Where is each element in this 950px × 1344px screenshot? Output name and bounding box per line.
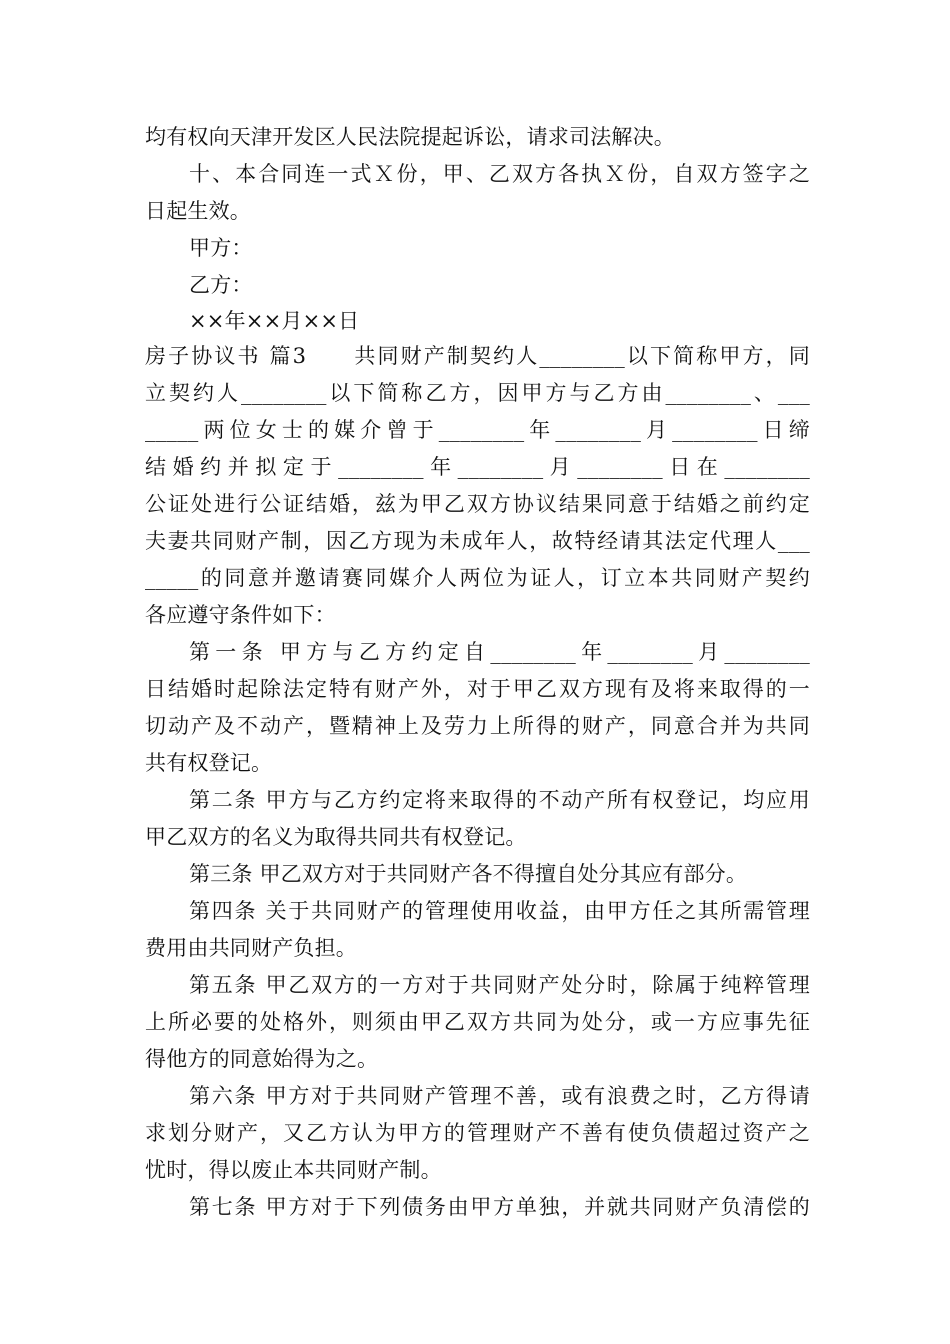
text-line: 各应遵守条件如下： [145,603,336,627]
text-line: 立契约人________以下简称乙方，因甲方与乙方由________、___ [145,381,810,405]
text-line: _____的同意并邀请赛同媒介人两位为证人，订立本共同财产契约 [145,566,810,590]
article-line: 第二条 甲方与乙方约定将来取得的不动产所有权登记，均应用 [189,788,810,812]
date-line: ××年××月××日 [189,309,360,333]
text-line: 夫妻共同财产制，因乙方现为未成年人，故特经请其法定代理人___ [145,529,810,553]
text-line: 结婚约并拟定于________年________月________日在________ [145,455,810,479]
section-heading-line: 房子协议书 篇3 共同财产制契约人________以下简称甲方，同 [145,344,810,368]
text-line: 共有权登记。 [145,751,273,775]
text-line: 切动产及不动产，暨精神上及劳力上所得的财产，同意合并为共同 [145,714,810,738]
article-line: 第四条 关于共同财产的管理使用收益，由甲方任之其所需管理 [189,899,810,923]
text-line: 得他方的同意始得为之。 [145,1047,379,1071]
text-line: 日起生效。 [145,199,251,223]
article-line: 第三条 甲乙双方对于共同财产各不得擅自处分其应有部分。 [189,862,748,886]
text-line: 日结婚时起除法定特有财产外，对于甲乙双方现有及将来取得的一 [145,677,810,701]
text-line: 乙方： [189,273,253,297]
text-line: 均有权向天津开发区人民法院提起诉讼，请求司法解决。 [145,125,675,149]
text-line: 甲乙双方的名义为取得共同共有权登记。 [145,825,527,849]
text-line: 忧时，得以废止本共同财产制。 [145,1158,442,1182]
text-line: 求划分财产，又乙方认为甲方的管理财产不善有使负债超过资产之 [145,1121,810,1145]
text-line: 十、本合同连一式Ｘ份，甲、乙双方各执Ｘ份，自双方签字之 [189,162,810,186]
text-line: 公证处进行公证结婚，兹为甲乙双方协议结果同意于结婚之前约定 [145,492,810,516]
article-line: 第五条 甲乙双方的一方对于共同财产处分时，除属于纯粹管理 [189,973,810,997]
text-line: _____两位女士的媒介曾于________年________月________日缔 [145,418,810,442]
article-line: 第七条 甲方对于下列债务由甲方单独，并就共同财产负清偿的 [189,1195,810,1219]
text-line: 上所必要的处格外，则须由甲乙双方共同为处分，或一方应事先征 [145,1010,810,1034]
article-line: 第六条 甲方对于共同财产管理不善，或有浪费之时，乙方得请 [189,1084,810,1108]
article-line: 第一条 甲方与乙方约定自________年________月________ [189,640,810,664]
text-line: 费用由共同财产负担。 [145,936,357,960]
text-line: 甲方： [189,236,253,260]
